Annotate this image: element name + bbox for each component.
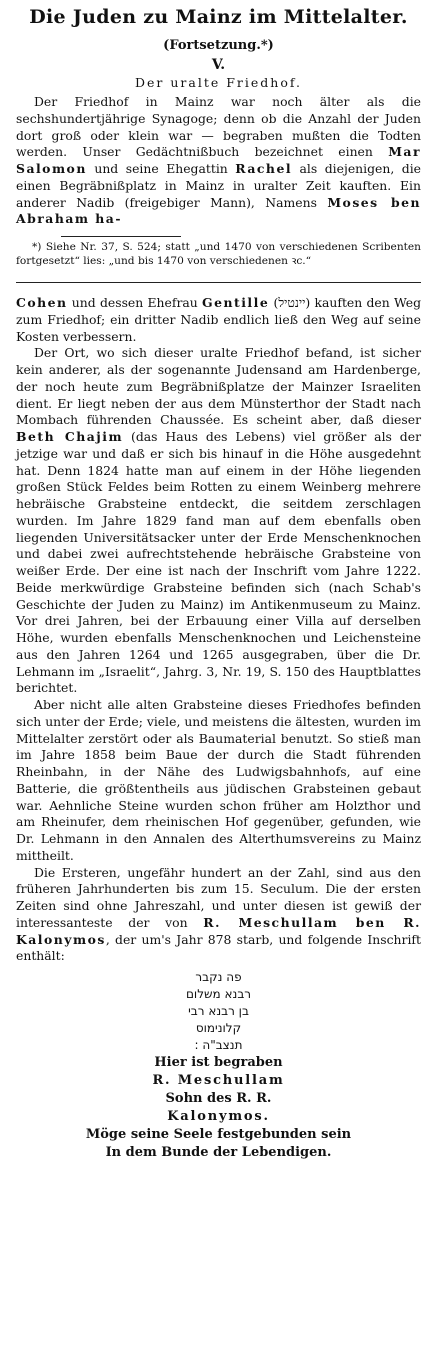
- text-run: (יינטיל) kauften den Weg zum Friedhof; ein dritter Nadib endlich ließ den Weg auf seine Kosten verbessern.: [16, 295, 422, 344]
- text-run: Die Ersteren, ungefähr hundert an der Zahl, sind aus den früheren Jahrhunderten bis zum 15. Seculum. Die der ersten Zeiten sind ohne Jahreszahl, und unter diesen ist gewiß der interessanteste der von: [16, 864, 421, 930]
- person-name: Mar Salomon: [16, 144, 421, 176]
- person-name: Gentille: [202, 295, 270, 310]
- text-run: (das Haus des Lebens) viel größer als der jetzige war und daß er sich bis hinauf in die Höhe ausgedehnt hat. Denn 1824 hatte man auf einem in der Höhe liegenden großen Stück Feldes beim Rotten zu einem Weinberg mehrere hebräische Grabsteine entdeckt, die seitdem zerschlagen wurden. Im Jahre 1829 fand man auf dem ebenfalls oben liegenden Universitätsacker unter der Erde Menschenknochen und dabei zwei aufrechtstehende hebräische Grabsteine von weißer Erde. Der eine ist nach der Inschrift vom Jahre 1222. Beide merkwürdige Grabsteine befinden sich (nach Schab's Geschichte der Juden zu Mainz) im Antikenmuseum zu Mainz. Vor drei Jahren, bei der Erbauung einer Villa auf derselben Höhe, wurden ebenfalls Menschenknochen und Leichensteine aus den Jahren 1264 und 1265 ausgegraben, über die Dr. Lehmann im „Israelit“, Jahrg. 3, Nr. 19, S. 150 des Hauptblattes berichtet.: [16, 429, 421, 696]
- translation-line: Sohn des R. R.: [165, 1091, 272, 1106]
- paragraph-4: Aber nicht alle alten Grabsteine dieses Friedhofes befinden sich unter der Erde; viele, und meistens die ältesten, wurden im Mittelalter zerstört oder als Baumaterial benutzt. So stieß man im Jahre 1858 beim Baue der durch die Stadt führenden Rheinbahn, in der Nähe des Ludwigsbahnhofs, auf eine Batterie, die größtentheils aus jüdischen Grabsteinen gebaut war. Aehnliche Steine wurden schon früher am Holzthor und am Rheinufer, dem rheinischen Hof gegenüber, gefunden, wie Dr. Lehmann in den Annalen des Alterthumsvereins zu Mainz mittheilt.: [16, 697, 421, 863]
- place-name: Beth Chajim: [16, 429, 124, 444]
- text-run: Der Friedhof in Mainz war noch älter als die sechshundertjährige Synagoge; denn ob die Anzahl der Juden dort groß oder klein war — begraben mußten die Todten werden. Unser Gedächtnißbuch bezeichnet einen: [16, 94, 421, 160]
- article-title: Die Juden zu Mainz im Mittelalter.: [29, 6, 408, 28]
- person-name: Moses ben Abraham ha-: [16, 194, 421, 227]
- paragraph-3: [16, 345, 421, 697]
- text-run: und seine Ehegattin: [86, 161, 236, 176]
- hebrew-line: תנצב"ה :: [194, 1038, 243, 1052]
- person-name: R. Meschullam ben R. Kalonymos: [16, 914, 421, 947]
- translation-line: R. Meschullam: [152, 1073, 285, 1088]
- footnote-divider: [61, 236, 181, 237]
- text-run: , der um's Jahr 878 starb, und folgende Inschrift enthält:: [16, 931, 421, 964]
- translation-line: Möge seine Seele festgebunden sein: [85, 1127, 352, 1142]
- section-title: Der uralte Friedhof.: [134, 75, 302, 90]
- hebrew-line: רבנא משלום: [185, 987, 252, 1001]
- continuation-label: (Fortsetzung.*): [163, 38, 274, 53]
- footnote: *) Siehe Nr. 37, S. 524; statt „und 1470 von verschiedenen Scribenten fortgesetzt“ lies: „und bis 1470 von verschiedenen ꝛc.“: [16, 241, 421, 267]
- inscription: [16, 969, 421, 1162]
- paragraph-1: [16, 94, 421, 228]
- translation-line: Hier ist begraben: [154, 1055, 283, 1070]
- paragraph-2: [16, 295, 421, 345]
- section-number: V.: [211, 57, 226, 73]
- translation-line: In dem Bunde der Lebendigen.: [105, 1145, 332, 1160]
- paragraph-5: [16, 865, 421, 966]
- hebrew-line: בן רבנא רבי: [188, 1004, 249, 1018]
- text-run: und dessen Ehefrau: [67, 295, 203, 310]
- person-name: Cohen: [16, 295, 68, 310]
- column-divider: [16, 282, 421, 283]
- person-name: Rachel: [235, 161, 293, 176]
- text-run: Der Ort, wo sich dieser uralte Friedhof befand, ist sicher kein anderer, als der sogenannte Judensand am Hardenberge, der noch heute zum Begräbnißplatze der Mainzer Israeliten dient. Er liegt neben der aus dem Münsterthor der Stadt nach Mombach führenden Chaussée. Es scheint aber, daß dieser: [16, 345, 421, 428]
- hebrew-line: קלונימוס: [195, 1021, 242, 1035]
- translation-line: Kalonymos.: [167, 1109, 270, 1124]
- hebrew-line: פה נקבר: [195, 970, 242, 984]
- text-run: als diejenigen, die einen Begräbnißplatz in Mainz in uralter Zeit kauften. Ein anderer Nadib (freigebiger Mann), Namens: [16, 161, 422, 210]
